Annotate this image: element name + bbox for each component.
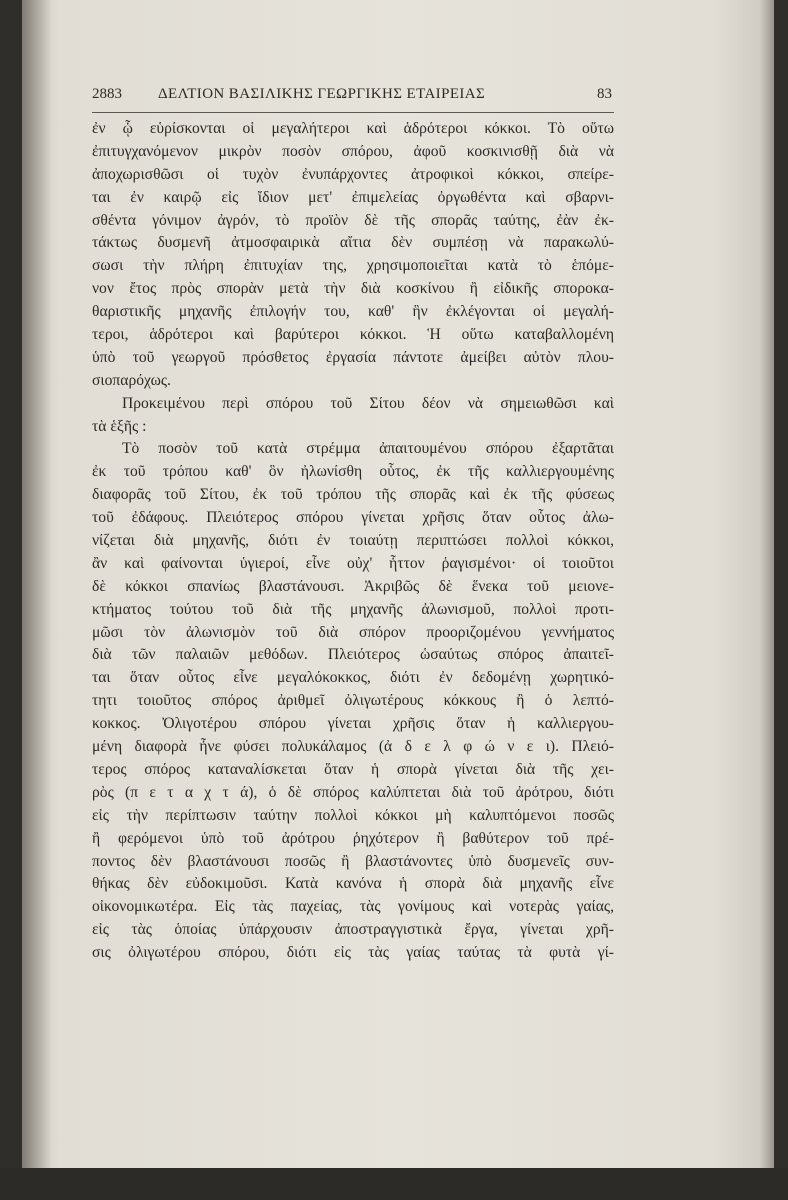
page-edge-shadow: [760, 0, 774, 1168]
text-line: ἐν ᾧ εὑρίσκονται οἱ μεγαλήτεροι καὶ ἁδρότεροι κόκκοι. Τὸ οὕτω: [92, 120, 614, 137]
journal-title: ΔΕΛΤΙΟΝ ΒΑΣΙΛΙΚΗΣ ΓΕΩΡΓΙΚΗΣ ΕΤΑΙΡΕΙΑΣ: [158, 86, 486, 102]
text-line: ἀποχωρισθῶσι οἱ τυχὸν ἐνυπάρχοντες ἀτροφικοὶ κόκκοι, σπείρε-: [92, 165, 614, 183]
text-line: τοῦ ἐδάφους. Πλειότερος σπόρου γίνεται χρῆσις ὅταν οὗτος ἀλω-: [92, 509, 614, 527]
text-line: τητι τοιοῦτος σπόρος ἀριθμεῖ ὀλιγωτέρους κόκκους ἢ ὁ λεπτό-: [92, 692, 614, 710]
text-line: ἐκ τοῦ τρόπου καθ' ὃν ἠλωνίσθη οὗτος, ἐκ τῆς καλλιεργουμένης: [92, 463, 614, 481]
text-line: εἰς τὴν περίπτωσιν ταύτην πολλοὶ κόκκοι μὴ καλυπτόμενοι ποσῶς: [92, 806, 614, 824]
text-line: θήκας δὲν εὐδοκιμοῦσι. Κατὰ κανόνα ἡ σπορὰ διὰ μηχανῆς εἶνε: [92, 875, 614, 893]
text-line: κοκκος. Ὀλιγοτέρου σπόρου γίνεται χρῆσις ὅταν ἡ καλλιεργου-: [92, 715, 614, 733]
text-line: σιοπαρόχως.: [92, 371, 171, 389]
body-text: [92, 118, 614, 965]
text-line: σωσι τὴν πλήρη ἐπιτυχίαν της, χρησιμοποιεῖται κατὰ τὸ ἑπόμε-: [92, 257, 614, 275]
text-line: θαριστικῆς μηχανῆς ἐπιλογήν του, καθ' ἣν ἐκλέγονται οἱ μεγαλή-: [92, 303, 614, 321]
text-line: σθέντα γόνιμον ἀγρόν, τὸ προϊὸν δὲ τῆς σπορᾶς ταύτης, ἐὰν ἐκ-: [92, 211, 614, 229]
text-line: μῶσι τὸν ἀλωνισμὸν τοῦ διὰ σπόρον προοριζομένου γεννήματος: [92, 623, 614, 641]
text-line: δὲ κόκκοι σπανίως βλαστάνουσι. Ἀκριβῶς δὲ ἕνεκα τοῦ μειονε-: [92, 577, 614, 595]
left-page-number: 2883: [92, 86, 122, 102]
text-line: τεροι, ἁδρότεροι καὶ βαρύτεροι κόκκοι. Ἡ οὕτω καταβαλλομένη: [92, 326, 614, 344]
text-line: νίζεται διὰ μηχανῆς, διότι ἐν τοιαύτῃ περιπτώσει πολλοὶ κόκκοι,: [92, 532, 614, 550]
text-line: Προκειμένου περὶ σπόρου τοῦ Σίτου δέον νὰ σημειωθῶσι καὶ: [122, 394, 614, 412]
text-line: Τὸ ποσὸν τοῦ κατὰ στρέμμα ἀπαιτουμένου σπόρου ἐξαρτᾶται: [122, 440, 614, 458]
scan-bottom-margin: [0, 1168, 788, 1200]
text-line: ὑπὸ τοῦ γεωργοῦ πρόσθετος ἐργασία πάντοτε ἀμείβει αὐτὸν πλου-: [92, 348, 614, 366]
text-line: τάκτως δυσμενῆ ἀτμοσφαιρικὰ αἴτια δὲν συμπέσῃ νὰ παρακωλύ-: [92, 234, 614, 252]
text-line: σις ὀλιγωτέρου σπόρου, διότι εἰς τὰς γαίας ταύτας τὰ φυτὰ γί-: [92, 944, 614, 962]
text-line: μένη διαφορὰ ἦνε φύσει πολυκάλαμος (ἀ δ ε λ φ ώ ν ε ι). Πλειό-: [92, 738, 614, 756]
text-line: ποντος δὲν βλαστάνουσι ποσῶς ἢ βλαστάνοντες ὑπὸ δυσμενεῖς συν-: [92, 852, 614, 870]
text-line: ἐπιτυγχανόμενον μικρὸν ποσὸν σπόρου, ἀφοῦ κοσκινισθῇ διὰ νὰ: [92, 142, 614, 160]
text-line: ται ἐν καιρῷ εἰς ἴδιον μετ' ἐπιμελείας ὀργωθέντα καὶ σβαρνι-: [92, 188, 614, 206]
text-line: οἰκονομικωτέρα. Εἰς τὰς παχείας, τὰς γονίμους καὶ νοτερὰς γαίας,: [92, 898, 614, 916]
header-rule: [92, 112, 614, 113]
text-line: νον ἔτος πρὸς σπορὰν μετὰ τὴν διὰ κοσκίνου ἢ εἰδικῆς σποροκα-: [92, 280, 614, 298]
text-line: τὰ ἑξῆς :: [92, 417, 147, 435]
right-page-number: 83: [597, 86, 612, 102]
running-head: [92, 86, 612, 110]
text-line: ρὸς (π ε τ α χ τ ά), ὁ δὲ σπόρος καλύπτεται διὰ τοῦ ἀρότρου, διότι: [92, 783, 614, 801]
binding-shadow: [22, 0, 52, 1168]
text-line: ἂν καὶ φαίνονται ὑγιεροί, εἶνε οὐχ' ἧττον ῥαγισμένοι· οἱ τοιοῦτοι: [92, 554, 614, 572]
text-line: εἰς τὰς ὁποίας ὑπάρχουσιν ἀποστραγγιστικὰ ἔργα, γίνεται χρῆ-: [92, 921, 614, 939]
text-line: ἢ φερόμενοι ὑπὸ τοῦ ἀρότρου ῥηχότερον ἢ βαθύτερον τοῦ πρέ-: [92, 829, 614, 847]
text-line: διὰ τῶν παλαιῶν μεθόδων. Πλειότερος ὡσαύτως σπόρος ἀπαιτεῖ-: [92, 646, 614, 664]
text-line: ται ὅταν οὗτος εἶνε μεγαλόκοκκος, διότι ἐν δεδομένῃ χωρητικό-: [92, 669, 614, 687]
text-line: τερος σπόρος καταναλίσκεται ὅταν ἡ σπορὰ γίνεται διὰ τῆς χει-: [92, 760, 614, 778]
text-line: κτήματος τούτου τοῦ διὰ τῆς μηχανῆς ἀλωνισμοῦ, πολλοὶ προτι-: [92, 600, 614, 618]
text-line: διαφορᾶς τοῦ Σίτου, ἐκ τοῦ τρόπου τῆς σπορᾶς καὶ ἐκ τῆς φύσεως: [92, 486, 614, 504]
